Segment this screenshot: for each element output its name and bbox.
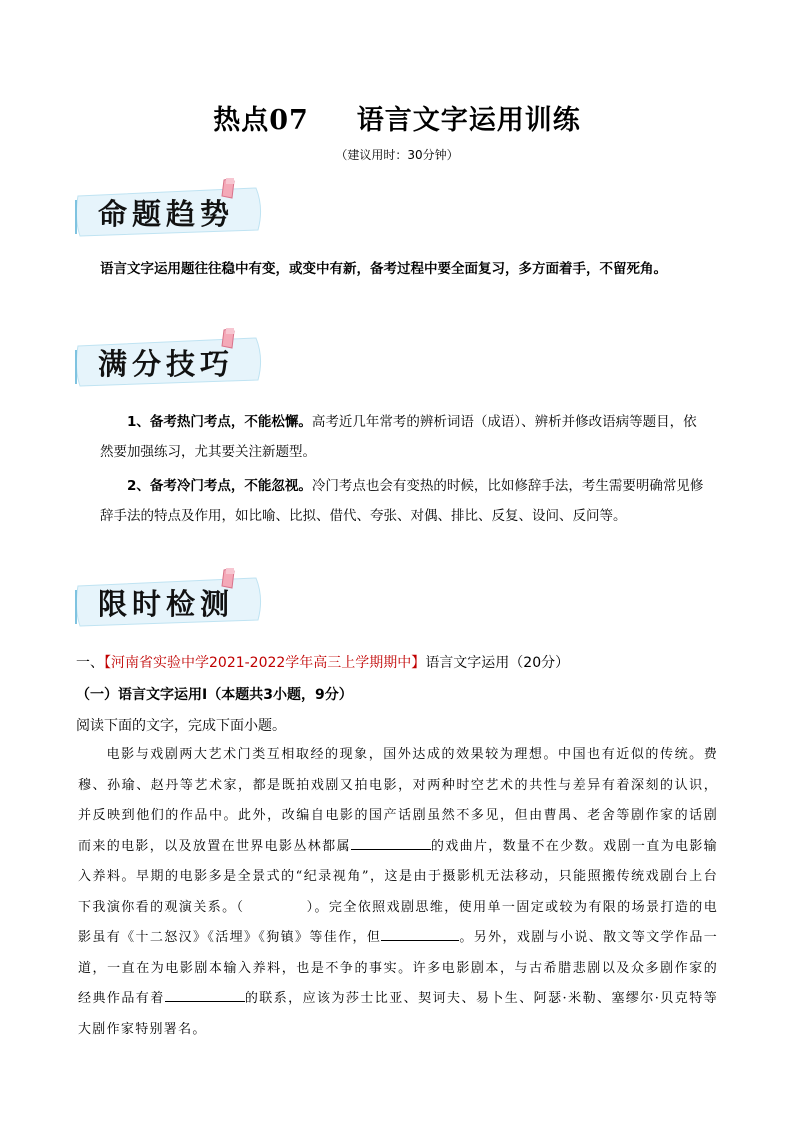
- question-title: 语言文字运用（20分）: [425, 655, 570, 671]
- skill-item-2-heading: 2、备考冷门考点，不能忽视。: [127, 478, 312, 494]
- banner-skills: [72, 328, 268, 392]
- question-source: 【河南省实验中学2021-2022学年高三上学期期中】: [104, 655, 426, 671]
- skill-item-1-text: 高考近几年常考的辨析词语（成语）、辨析并修改语病等题目，依然要加强练习，尤其要关注新题型。: [100, 414, 697, 460]
- trend-text: 语言文字运用题往往稳中有变，或变中有新，备考过程中要全面复习，多方面着手，不留死角。: [100, 261, 667, 277]
- passage-part-5: 的联系，应该为莎士比亚、契诃夫、易卜生、阿瑟·米勒、塞缪尔·贝克特等大剧作家特别署名。: [78, 991, 718, 1037]
- skill-item-1: [100, 407, 705, 467]
- question-header: [76, 652, 716, 672]
- passage-part-3: ）。完全依照戏剧思维，使用单一固定或较为有限的场景打造的电影虽有《十二怒汉》《活埋》《狗镇》等佳作，但: [78, 899, 719, 945]
- answer-blank-2[interactable]: [381, 926, 459, 941]
- passage-part-1: 电影与戏剧两大艺术门类互相取经的现象，国外达成的效果较为理想。中国也有近似的传统。费穆、孙瑜、赵丹等艺术家，都是既拍戏剧又拍电影，对两种时空艺术的共性与差异有着深刻的认识，并反映到他们的作品中。此外，改编自电影的国产话剧虽然不多见，但由曹禺、老舍等剧作家的话剧而来的电影，以及放置在世界电影丛林都属: [78, 747, 718, 854]
- title-number: 热点07: [213, 105, 309, 136]
- passage-part-2: 的戏曲片，数量不在少数。戏剧一直为电影输入养料。早期的电影多是全景式的“纪录视角”，这是由于摄影机无法移动，只能照搬传统戏剧台上台下我演你看的观演关系。（: [78, 838, 718, 915]
- answer-blank-3[interactable]: [165, 987, 245, 1002]
- sub-question-title: （一）语言文字运用Ⅰ（本题共3小题，9分）: [76, 687, 353, 703]
- banner-trend: [72, 178, 268, 242]
- answer-blank-1[interactable]: [351, 835, 431, 850]
- page-title: [0, 98, 794, 137]
- banner-skills-label: 满分技巧: [98, 347, 235, 381]
- banner-trend-label: 命题趋势: [98, 197, 235, 231]
- skill-item-2: [100, 471, 705, 531]
- instruction: 阅读下面的文字，完成下面小题。: [76, 718, 286, 734]
- reading-passage: [78, 740, 718, 1045]
- suggested-time: （建议用时：30分钟）: [335, 148, 459, 162]
- skill-item-2-text: 冷门考点也会有变热的时候，比如修辞手法，考生需要明确常见修辞手法的特点及作用，如比喻、比拟、借代、夸张、对偶、排比、反复、设问、反问等。: [100, 478, 704, 524]
- skill-item-1-heading: 1、备考热门考点，不能松懈。: [127, 414, 312, 430]
- banner-test: [72, 568, 268, 632]
- title-topic: 语言文字运用训练: [356, 105, 581, 136]
- question-number: 一、: [76, 655, 104, 671]
- banner-test-label: 限时检测: [98, 587, 235, 621]
- passage-part-4: 。另外，戏剧与小说、散文等文学作品一道，一直在为电影剧本输入养料，也是不争的事实。许多电影剧本，与古希腊悲剧以及众多剧作家的经典作品有着: [78, 930, 718, 1006]
